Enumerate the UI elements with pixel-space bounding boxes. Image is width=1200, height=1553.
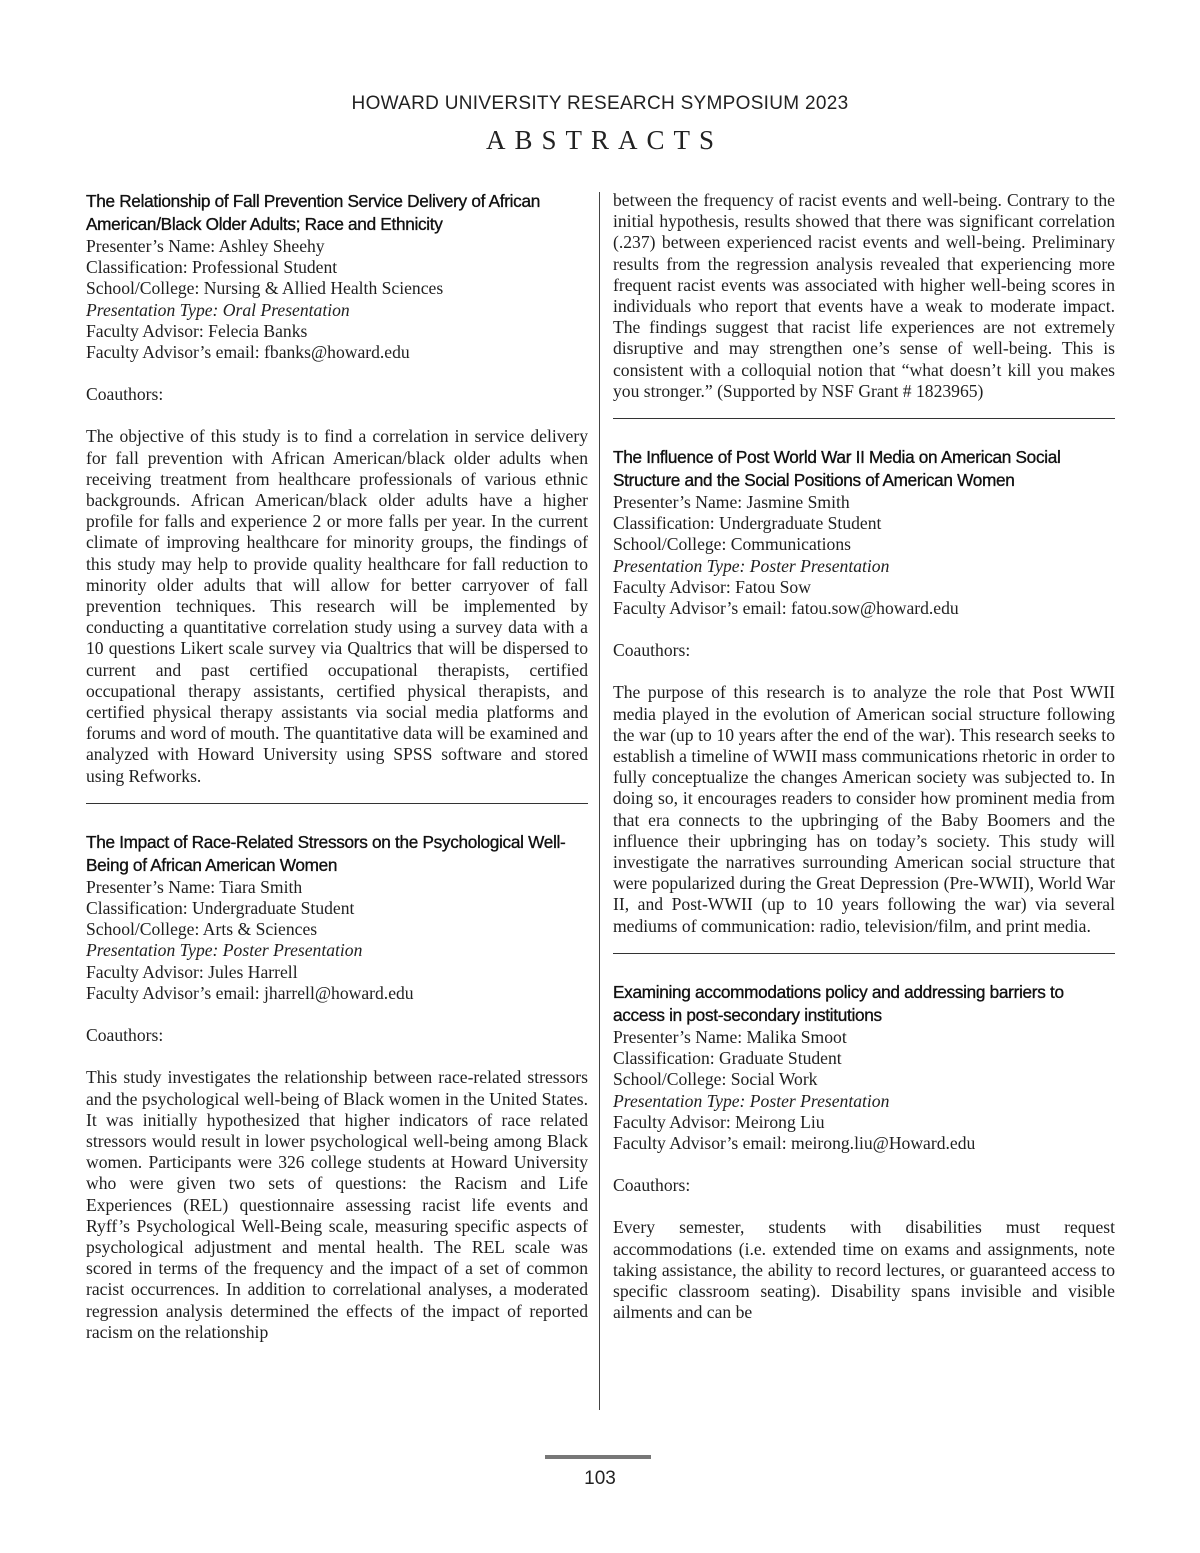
- abstract-body-continued: between the frequency of racist events and well-being. Contrary to the initial hypothesis, results showed that there was significant correlation (.237) between experienced racist events and well-being. Preliminary results from the regression analysis revealed that experiencing more frequent racist events was associated with higher well-being scores in individuals who report that events have a weak to moderate impact. The findings suggest that racist life experiences are not extremely disruptive and may strengthen one’s sense of well-being. This is consistent with a colloquial notion that “what doesn’t kill you makes you stronger.” (Supported by NSF Grant # 1823965): [613, 190, 1115, 401]
- presenter-name: Presenter’s Name: Jasmine Smith: [613, 492, 850, 513]
- faculty-advisor-email: Faculty Advisor’s email: fbanks@howard.edu: [86, 342, 410, 363]
- page-header: [0, 92, 1200, 156]
- school-college: School/College: Social Work: [613, 1069, 818, 1090]
- faculty-advisor: Faculty Advisor: Felecia Banks: [86, 320, 308, 341]
- footer-bar: [545, 1455, 651, 1459]
- abstract-1: [86, 190, 588, 787]
- symposium-title: HOWARD UNIVERSITY RESEARCH SYMPOSIUM 2023: [351, 93, 849, 114]
- presenter-name: Presenter’s Name: Tiara Smith: [86, 876, 303, 897]
- faculty-advisor: Faculty Advisor: Fatou Sow: [613, 576, 811, 597]
- school-college: School/College: Nursing & Allied Health Sciences: [86, 278, 444, 299]
- faculty-advisor: Faculty Advisor: Jules Harrell: [86, 961, 298, 982]
- abstract-title: The Relationship of Fall Prevention Service Delivery of African American/Black Older Adults; Race and Ethnicity: [86, 191, 540, 234]
- column-divider: [599, 192, 600, 1410]
- school-college: School/College: Communications: [613, 534, 851, 555]
- abstract-body: The purpose of this research is to analyze the role that Post WWII media played in the evolution of American social structure following the war (up to 10 years after the end of the war). This research seeks to establish a timeline of WWII mass communications rhetoric in order to fully conceptualize the changes American society was subjected to. In doing so, it encourages readers to consider how prominent media from that era connects to the upbringing of the Baby Boomers and the influence their upbringing has on today’s society. This study will investigate the narratives surrounding American social structure that were popularized during the Great Depression (Pre-WWII), World War II, and Post-WWII (up to 10 years following the war) via several mediums of communication: radio, television/film, and print media.: [613, 682, 1115, 936]
- abstract-title: Examining accommodations policy and addressing barriers to access in post-secondary institutions: [613, 981, 1064, 1025]
- section-divider: [86, 803, 588, 804]
- classification: Classification: Undergraduate Student: [86, 898, 355, 919]
- abstract-body: Every semester, students with disabilities must request accommodations (i.e. extended time on exams and assignments, note taking assistance, the ability to record lectures, or guaranteed access to specific classroom seating). Disability spans invisible and visible ailments and can be: [613, 1217, 1115, 1323]
- school-college: School/College: Arts & Sciences: [86, 919, 318, 940]
- classification: Classification: Professional Student: [86, 257, 338, 278]
- classification: Classification: Graduate Student: [613, 1048, 842, 1069]
- section-title: ABSTRACTS: [485, 125, 724, 155]
- presenter-name: Presenter’s Name: Malika Smoot: [613, 1026, 847, 1047]
- faculty-advisor: Faculty Advisor: Meirong Liu: [613, 1111, 825, 1132]
- faculty-advisor-email: Faculty Advisor’s email: fatou.sow@howard.edu: [613, 598, 959, 619]
- page-number: 103: [584, 1468, 616, 1489]
- faculty-advisor-email: Faculty Advisor’s email: jharrell@howard.edu: [86, 982, 414, 1003]
- coauthors-label: Coauthors:: [613, 1175, 691, 1196]
- abstract-body: The objective of this study is to find a correlation in service delivery for fall prevention with African American/black older adults when receiving treatment from healthcare professionals of various ethnic backgrounds. African American/black older adults have a higher profile for falls and experience 2 or more falls per year. In the current climate of improving healthcare for minority groups, the findings of this study may help to provide quality healthcare for fall reduction to minority older adults that will allow for better carryover of fall prevention techniques. This research will be implemented by conducting a quantitative correlation study using a survey data with a 10 questions Likert scale survey via Qualtrics that will be dispersed to current and past certified occupational therapists, certified occupational therapy assistants, certified physical therapists, and certified physical therapy assistants via social media platforms and forums and word of mouth. The quantitative data will be examined and analyzed with Howard University using SPSS software and stored using Refworks.: [86, 426, 588, 786]
- presenter-name: Presenter’s Name: Ashley Sheehy: [86, 236, 325, 256]
- coauthors-label: Coauthors:: [86, 1025, 164, 1046]
- presentation-type: Presentation Type: Poster Presentation: [613, 1090, 890, 1111]
- presentation-type: Presentation Type: Poster Presentation: [613, 555, 890, 576]
- presentation-type: Presentation Type: Oral Presentation: [86, 299, 350, 320]
- section-divider: [613, 418, 1115, 419]
- coauthors-label: Coauthors:: [613, 640, 691, 661]
- faculty-advisor-email: Faculty Advisor’s email: meirong.liu@Howard.edu: [613, 1132, 976, 1153]
- abstract-title: The Influence of Post World War II Media on American Social Structure and the Social Positions of American Women: [613, 447, 1061, 491]
- abstract-2: [86, 831, 588, 1343]
- abstract-4: [613, 981, 1115, 1323]
- coauthors-label: Coauthors:: [86, 384, 164, 405]
- section-divider: [613, 953, 1115, 954]
- classification: Classification: Undergraduate Student: [613, 513, 882, 534]
- abstract-body: This study investigates the relationship between race-related stressors and the psychological well-being of Black women in the United States. It was initially hypothesized that higher indicators of race related stressors would result in lower psychological well-being among Black women. Participants were 326 college students at Howard University who were given two sets of questions: the Racism and Life Experiences (REL) questionnaire assessing racist life events and Ryff’s Psychological Well-Being scale, measuring specific aspects of psychological adjustment and mental health. The REL scale was scored in terms of the frequency and the impact of a set of common racist occurrences. In addition to correlational analyses, a moderated regression analysis determined the effects of the impact of reported racism on the relationship: [86, 1067, 588, 1342]
- abstract-title: The Impact of Race-Related Stressors on the Psychological Well-Being of African American Women: [86, 831, 566, 875]
- right-column: [613, 190, 1115, 1323]
- presentation-type: Presentation Type: Poster Presentation: [86, 940, 363, 961]
- abstract-3: [613, 446, 1115, 937]
- left-column: [86, 190, 588, 1343]
